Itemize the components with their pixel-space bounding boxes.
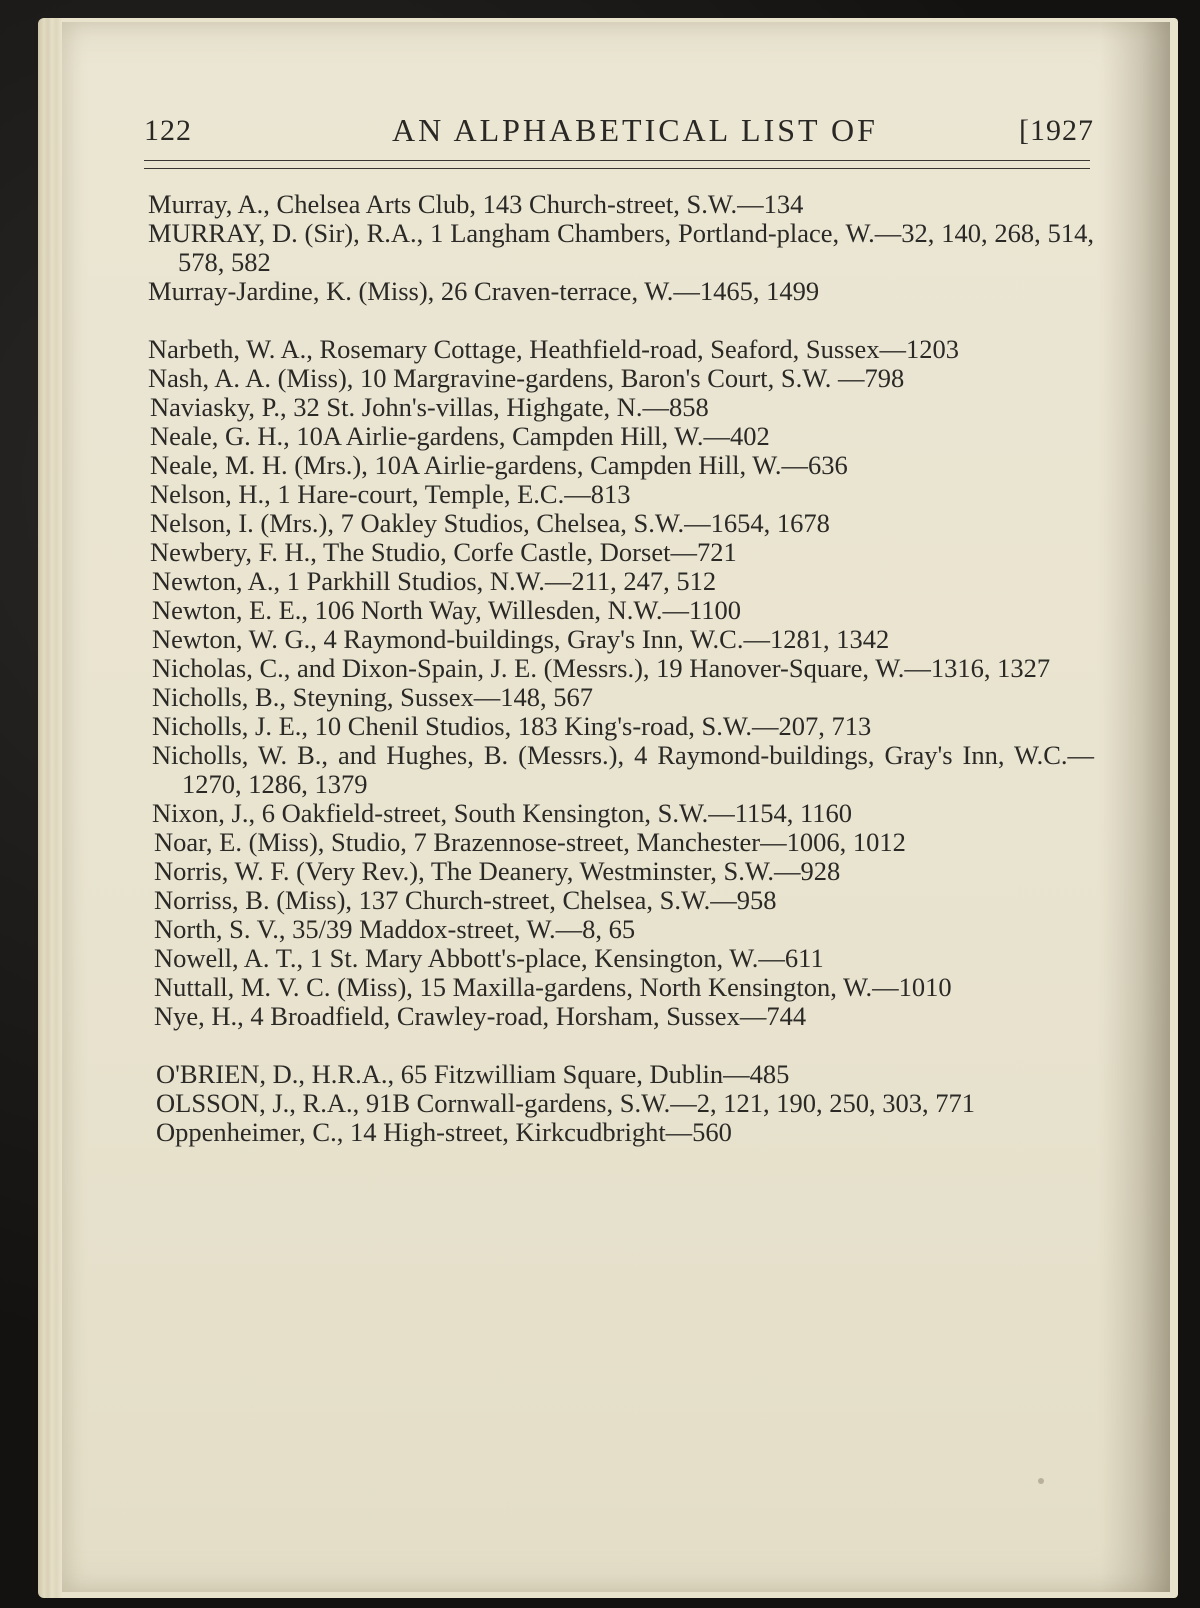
list-entry: Narbeth, W. A., Rosemary Cottage, Heathfield-road, Seaford, Sussex—1203 <box>148 334 960 364</box>
list-entry: Nicholls, B., Steyning, Sussex—148, 567 <box>152 682 593 712</box>
page-number: 122 <box>144 114 192 147</box>
list-entry: Newton, E. E., 106 North Way, Willesden, N.W.—1100 <box>152 595 742 625</box>
list-entry: North, S. V., 35/39 Maddox-street, W.—8, 65 <box>154 914 636 944</box>
list-entry: Neale, M. H. (Mrs.), 10A Airlie-gardens, Campden Hill, W.—636 <box>150 450 848 480</box>
list-entry: Nicholls, J. E., 10 Chenil Studios, 183 King's-road, S.W.—207, 713 <box>152 711 872 741</box>
list-entry: Nicholls, W. B., and Hughes, B. (Messrs.), 4 Raymond-buildings, Gray's Inn, W.C.—1270, 1286, 1379 <box>152 740 1094 799</box>
list-entry: Nelson, H., 1 Hare-court, Temple, E.C.—813 <box>150 479 631 509</box>
list-entry: Norriss, B. (Miss), 137 Church-street, Chelsea, S.W.—958 <box>154 885 777 915</box>
list-entry: Oppenheimer, C., 14 High-street, Kirkcudbright—560 <box>156 1117 732 1147</box>
running-header <box>144 108 1104 158</box>
list-entry: Nicholas, C., and Dixon-Spain, J. E. (Messrs.), 19 Hanover-Square, W.—1316, 1327 <box>152 653 1051 683</box>
list-entry: MURRAY, D. (Sir), R.A., 1 Langham Chambers, Portland-place, W.—32, 140, 268, 514, 578, 582 <box>148 218 1094 277</box>
list-entry: Nelson, I. (Mrs.), 7 Oakley Studios, Chelsea, S.W.—1654, 1678 <box>150 508 830 538</box>
directory-entries <box>148 190 1094 1147</box>
running-title: AN ALPHABETICAL LIST OF <box>392 112 878 148</box>
header-double-rule <box>144 160 1090 169</box>
list-entry: Noar, E. (Miss), Studio, 7 Brazennose-street, Manchester—1006, 1012 <box>154 827 906 857</box>
list-entry: Newbery, F. H., The Studio, Corfe Castle, Dorset—721 <box>150 537 737 567</box>
list-entry: Neale, G. H., 10A Airlie-gardens, Campden Hill, W.—402 <box>150 421 770 451</box>
year-label: [1927 <box>1019 114 1094 147</box>
list-entry: Nixon, J., 6 Oakfield-street, South Kensington, S.W.—1154, 1160 <box>152 798 852 828</box>
list-entry: Naviasky, P., 32 St. John's-villas, Highgate, N.—858 <box>150 392 709 422</box>
list-entry: Newton, A., 1 Parkhill Studios, N.W.—211, 247, 512 <box>152 566 717 596</box>
paper-speck <box>1038 1478 1044 1484</box>
list-entry: Newton, W. G., 4 Raymond-buildings, Gray's Inn, W.C.—1281, 1342 <box>152 624 890 654</box>
list-entry: Nye, H., 4 Broadfield, Crawley-road, Horsham, Sussex—744 <box>154 1001 807 1031</box>
list-entry: Nowell, A. T., 1 St. Mary Abbott's-place, Kensington, W.—611 <box>154 943 824 973</box>
list-entry: Nuttall, M. V. C. (Miss), 15 Maxilla-gardens, North Kensington, W.—1010 <box>154 972 952 1002</box>
list-entry: O'BRIEN, D., H.R.A., 65 Fitzwilliam Square, Dublin—485 <box>156 1059 790 1089</box>
list-entry: Murray-Jardine, K. (Miss), 26 Craven-terrace, W.—1465, 1499 <box>148 276 820 306</box>
list-entry: Nash, A. A. (Miss), 10 Margravine-gardens, Baron's Court, S.W. —798 <box>148 363 905 393</box>
list-entry: OLSSON, J., R.A., 91B Cornwall-gardens, S.W.—2, 121, 190, 250, 303, 771 <box>156 1088 976 1118</box>
spine-shadow <box>1100 22 1170 1592</box>
list-entry: Norris, W. F. (Very Rev.), The Deanery, Westminster, S.W.—928 <box>154 856 841 886</box>
list-entry: Murray, A., Chelsea Arts Club, 143 Church-street, S.W.—134 <box>148 189 804 219</box>
